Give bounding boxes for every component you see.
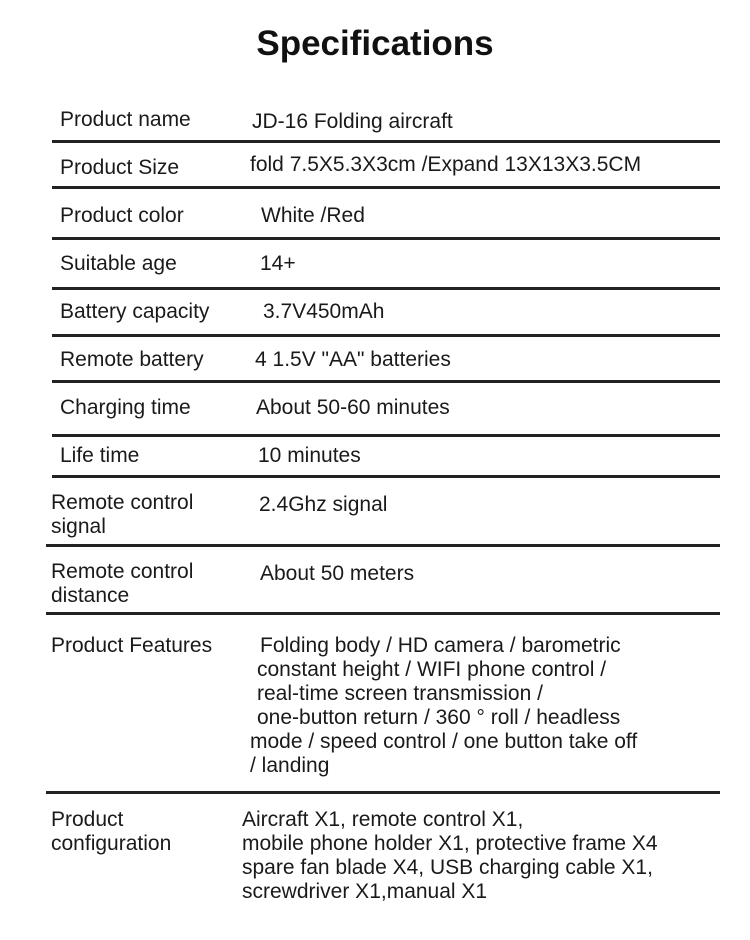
spec-value: About 50-60 minutes bbox=[256, 396, 450, 419]
spec-label: Product configuration bbox=[51, 808, 172, 855]
row-divider bbox=[52, 380, 720, 383]
spec-value: JD-16 Folding aircraft bbox=[252, 110, 453, 133]
row-divider bbox=[52, 237, 720, 240]
row-divider bbox=[52, 434, 720, 437]
row-divider bbox=[52, 334, 720, 337]
spec-label: Remote control signal bbox=[51, 491, 194, 538]
row-divider bbox=[52, 186, 720, 189]
row-divider bbox=[52, 140, 720, 143]
row-divider bbox=[46, 544, 720, 547]
spec-label: Suitable age bbox=[60, 252, 177, 275]
spec-value: 3.7V450mAh bbox=[263, 300, 385, 323]
spec-label: Remote control distance bbox=[51, 560, 194, 607]
spec-value: White /Red bbox=[261, 204, 365, 227]
spec-value: 2.4Ghz signal bbox=[259, 493, 388, 516]
spec-label: Life time bbox=[60, 444, 140, 467]
spec-label: Remote battery bbox=[60, 348, 204, 371]
spec-value: Aircraft X1, remote control X1, mobile phone holder X1, protective frame X4 spare fan blade X4, USB charging cable X1, screwdriver X1,manual X1 bbox=[242, 808, 658, 903]
spec-value: fold 7.5X5.3X3cm /Expand 13X13X3.5CM bbox=[250, 153, 642, 176]
spec-label: Product name bbox=[60, 108, 191, 131]
spec-value: 4 1.5V "AA" batteries bbox=[255, 348, 451, 371]
spec-label: Product Size bbox=[60, 156, 180, 179]
spec-value: Folding body / HD camera / barometric constant height / WIFI phone control / real-time screen transmission / one-button return / 360 ° roll / headless mode / speed control / one button take off / landing bbox=[250, 634, 638, 777]
spec-label: Charging time bbox=[60, 396, 191, 419]
spec-label: Battery capacity bbox=[60, 300, 210, 323]
spec-value: 10 minutes bbox=[258, 444, 361, 467]
page-title: Specifications bbox=[256, 24, 494, 63]
row-divider bbox=[46, 791, 720, 794]
row-divider bbox=[52, 475, 720, 478]
spec-label: Product color bbox=[60, 204, 184, 227]
spec-value: 14+ bbox=[260, 252, 296, 275]
spec-value: About 50 meters bbox=[260, 562, 415, 585]
row-divider bbox=[46, 612, 720, 615]
row-divider bbox=[52, 287, 720, 290]
spec-label: Product Features bbox=[51, 634, 213, 657]
